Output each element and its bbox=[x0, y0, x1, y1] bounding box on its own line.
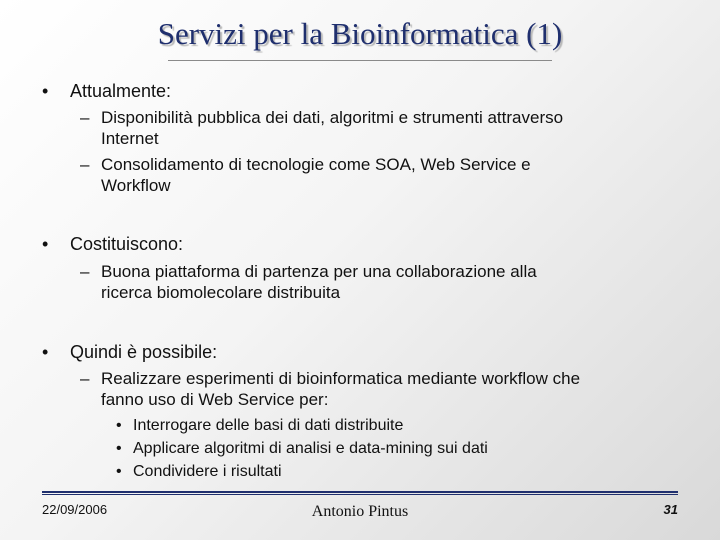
footer-divider bbox=[42, 491, 678, 493]
bullet-icon: • bbox=[116, 463, 122, 480]
subbullet-line: Realizzare esperimenti di bioinformatica mediante workflow che bbox=[101, 369, 581, 388]
bullet-icon: • bbox=[116, 440, 122, 457]
subbullet-line: Consolidamento di tecnologie come SOA, Web Service e bbox=[101, 155, 531, 174]
bullet-icon: • bbox=[42, 234, 49, 254]
subbullet-text bbox=[101, 154, 661, 196]
bullet-heading: Quindi è possibile: bbox=[70, 342, 218, 362]
slide-title: Servizi per la Bioinformatica (1) bbox=[157, 16, 563, 51]
bullet-heading: Attualmente: bbox=[70, 81, 172, 101]
title-underline bbox=[168, 60, 552, 61]
subbullet-line: Disponibilità pubblica dei dati, algoritmi e strumenti attraverso bbox=[101, 108, 564, 127]
dash-icon: – bbox=[80, 155, 90, 174]
subbullet-line: ricerca biomolecolare distribuita bbox=[101, 283, 341, 302]
dash-icon: – bbox=[80, 108, 90, 127]
page-number: 31 bbox=[663, 502, 678, 517]
bullet-heading: Costituiscono: bbox=[70, 234, 184, 254]
bullet-icon: • bbox=[42, 81, 49, 101]
bullet-icon: • bbox=[116, 417, 122, 434]
footer-divider bbox=[42, 494, 678, 495]
subbullet-line: Internet bbox=[101, 129, 159, 148]
dash-icon: – bbox=[80, 262, 90, 281]
subsubbullet-text: Applicare algoritmi di analisi e data-mining sui dati bbox=[133, 440, 488, 457]
subbullet-text bbox=[101, 368, 661, 410]
footer-author: Antonio Pintus bbox=[311, 503, 409, 520]
subsubbullet-text: Condividere i risultati bbox=[133, 463, 282, 480]
dash-icon: – bbox=[80, 369, 90, 388]
subsubbullet-text: Interrogare delle basi di dati distribuite bbox=[133, 417, 404, 434]
subbullet-text bbox=[101, 261, 661, 303]
subbullet-line: Buona piattaforma di partenza per una collaborazione alla bbox=[101, 262, 537, 281]
subbullet-text bbox=[101, 107, 661, 149]
bullet-icon: • bbox=[42, 342, 49, 362]
subbullet-line: fanno uso di Web Service per: bbox=[101, 390, 329, 409]
footer-date: 22/09/2006 bbox=[42, 502, 108, 517]
subbullet-line: Workflow bbox=[101, 176, 171, 195]
